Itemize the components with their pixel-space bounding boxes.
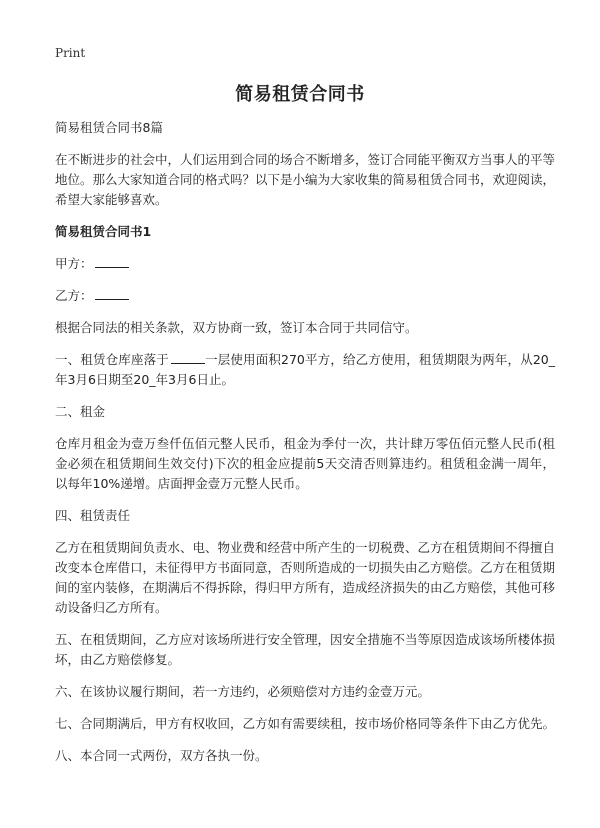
party-b-line [55, 286, 555, 306]
clause-4-title: 四、租赁责任 [55, 508, 131, 523]
clause-8: 八、本合同一式两份，双方各执一份。 [55, 748, 268, 763]
party-b-blank [95, 287, 129, 300]
intro-paragraph: 在不断进步的社会中，人们运用到合同的场合不断增多，签订合同能平衡双方当事人的平等地位。那么大家知道合同的格式吗？以下是小编为大家收集的简易租赁合同书，欢迎阅读，希望大家能够喜欢。 [55, 152, 556, 207]
print-link[interactable]: Print [55, 46, 86, 60]
party-a-blank [95, 255, 129, 268]
clause-6: 六、在该协议履行期间，若一方违约，必须赔偿对方违约金壹万元。 [55, 684, 431, 699]
clause-1 [55, 350, 555, 390]
clause-2-title: 二、租金 [55, 404, 106, 419]
party-a-line [55, 254, 555, 274]
clause-4-body: 乙方在租赁期间负责水、电、物业费和经营中所产生的一切税费、乙方在租赁期间不得擅自改变本仓库借口，未征得甲方书面同意，否则所造成的一切损失由乙方赔偿。乙方在租赁期间的室内装修，在期满后不得拆除，得归甲方所有，造成经济损失的由乙方赔偿，其他可移动设备归乙方所有。 [55, 540, 556, 615]
preamble-paragraph: 根据合同法的相关条款，双方协商一致，签订本合同于共同信守。 [55, 320, 418, 335]
clause-7: 七、合同期满后，甲方有权收回，乙方如有需要续租，按市场价格同等条件下由乙方优先。 [55, 716, 556, 731]
clause-1-blank [171, 351, 205, 364]
clause-1-suffix: 一层使用面积270平方，给乙方使用，租赁期限为两年，从20_年3月6日期至20_年3月6日止。 [55, 352, 555, 387]
clause-2-body: 仓库月租金为壹万叁仟伍佰元整人民币，租金为季付一次，共计肆万零伍佰元整人民币(租金必须在租赁期间生效交付)下次的租金应提前5天交清否则算违约。租赁租金满一周年，以每年10%递增。店面押金壹万元整人民币。 [55, 436, 555, 491]
section-heading: 简易租赁合同书1 [55, 224, 152, 239]
party-b-label: 乙方： [55, 288, 93, 303]
page-title: 简易租赁合同书 [235, 84, 365, 105]
clause-5: 五、在租赁期间，乙方应对该场所进行安全管理，因安全措施不当等原因造成该场所楼体损坏，由乙方赔偿修复。 [55, 632, 556, 667]
clause-1-prefix: 一、租赁仓库座落于 [55, 352, 169, 367]
document-subtitle: 简易租赁合同书8篇 [55, 120, 163, 135]
document-body [55, 118, 555, 778]
party-a-label: 甲方： [55, 256, 93, 271]
